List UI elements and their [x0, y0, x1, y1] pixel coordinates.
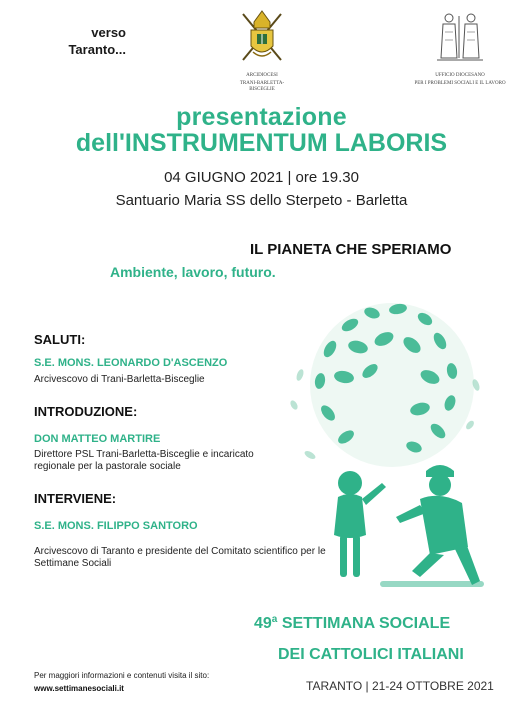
- logo-left-caption-1: ARCIDIOCESI: [246, 73, 278, 78]
- verso-line2: Taranto...: [68, 42, 126, 57]
- saluti-role: Arcivescovo di Trani-Barletta-Bisceglie: [34, 374, 205, 385]
- verso-taranto: [66, 24, 126, 58]
- website-link[interactable]: www.settimanesociali.it: [34, 684, 124, 693]
- info-text: Per maggiori informazioni e contenuti visita il sito:: [34, 671, 210, 680]
- settimana-dates: TARANTO | 21-24 OTTOBRE 2021: [306, 679, 494, 693]
- title-line1: presentazione: [176, 103, 347, 131]
- settimana-number: 49: [254, 615, 272, 632]
- interviene-label: INTERVIENE:: [34, 491, 117, 506]
- introduzione-name: DON MATTEO MARTIRE: [34, 433, 161, 445]
- event-place: Santuario Maria SS dello Sterpeto - Barletta: [115, 192, 408, 209]
- logo-right-caption-1: UFFICIO DIOCESANO: [435, 73, 485, 78]
- theme-headline: IL PIANETA CHE SPERIAMO: [250, 241, 452, 258]
- saluti-label: SALUTI:: [34, 332, 86, 347]
- child-silhouette-icon: [334, 471, 386, 577]
- settimana-line2: DEI CATTOLICI ITALIANI: [278, 646, 464, 663]
- title-line2: dell'INSTRUMENTUM LABORIS: [75, 129, 448, 157]
- saluti-name: S.E. MONS. LEONARDO D'ASCENZO: [34, 357, 228, 369]
- logo-left-caption-2: TRANI-BARLETTA-BISCEGLIE: [239, 81, 285, 92]
- settimana-ordinal: a: [271, 614, 278, 625]
- coat-of-arms-icon: [235, 8, 289, 66]
- interviene-role: Arcivescovo di Taranto e presidente del Comitato scientifico per le Settimane Sociali: [34, 546, 326, 569]
- archdiocese-logo: [228, 8, 296, 92]
- settimana-text: SETTIMANA SOCIALE: [281, 615, 451, 632]
- introduzione-label: INTRODUZIONE:: [34, 404, 138, 419]
- theme-subtitle: Ambiente, lavoro, futuro.: [110, 264, 276, 280]
- settimana-line1: [254, 615, 450, 633]
- verso-line1: verso: [91, 25, 126, 40]
- event-date: 04 GIUGNO 2021 | ore 19.30: [164, 169, 359, 186]
- interviene-name: S.E. MONS. FILIPPO SANTORO: [34, 520, 198, 532]
- introduzione-role: Direttore PSL Trani-Barletta-Bisceglie e incaricato regionale per la pastorale sociale: [34, 449, 254, 472]
- worker-silhouette-icon: [380, 465, 484, 587]
- logo-right-caption-2: PER I PROBLEMI SOCIALI E IL LAVORO: [414, 81, 506, 86]
- saints-illustration-icon: [431, 8, 489, 66]
- leaf-globe-icon: [289, 303, 481, 467]
- office-logo: [400, 8, 520, 88]
